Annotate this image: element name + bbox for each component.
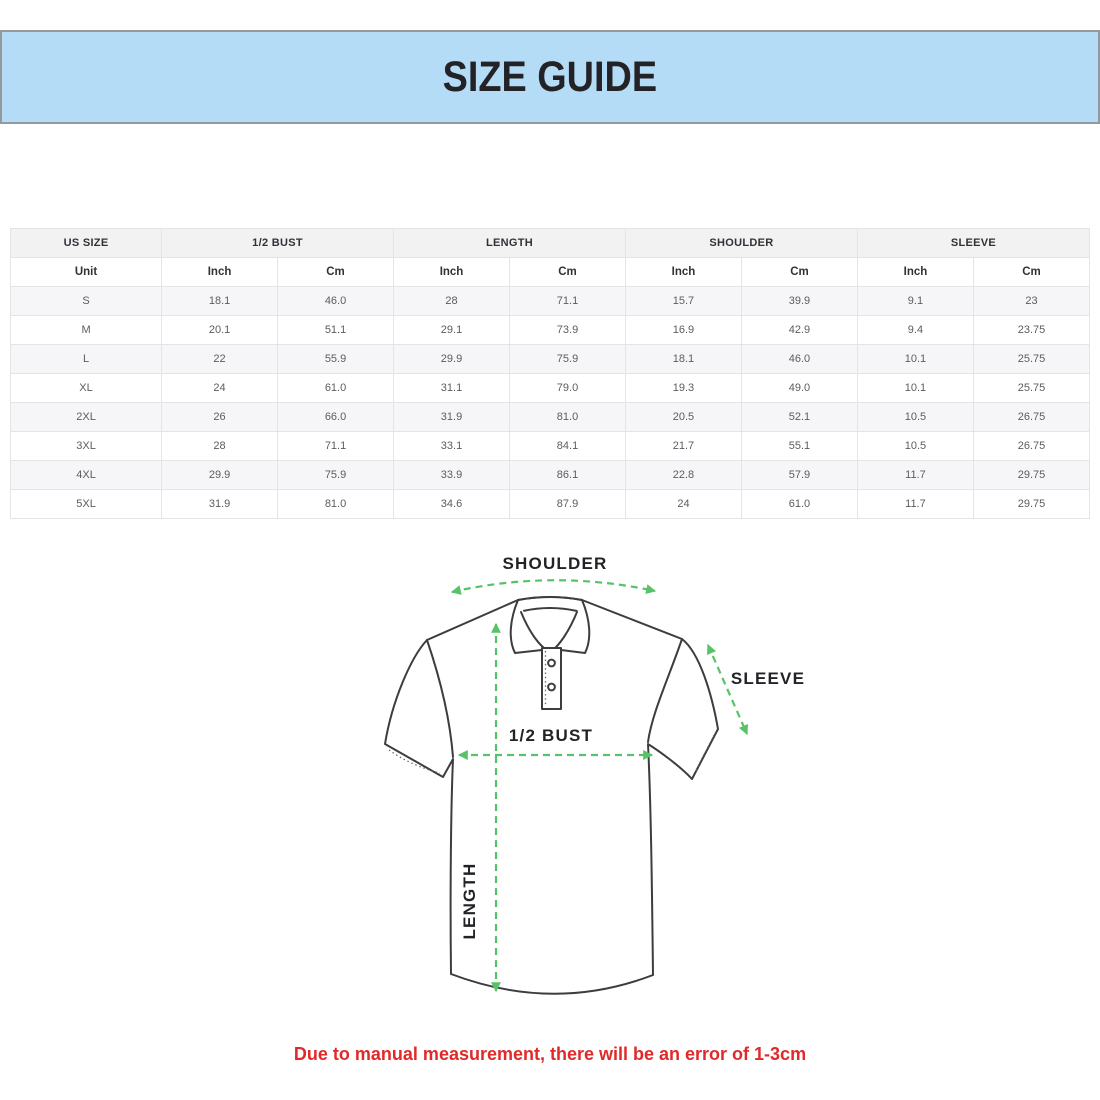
value-cell: 31.9: [162, 490, 278, 519]
value-cell: 49.0: [741, 374, 857, 403]
unit-header: Inch: [162, 258, 278, 287]
shirt-measurement-diagram: [370, 543, 810, 1035]
value-cell: 10.5: [857, 403, 973, 432]
value-cell: 20.1: [162, 316, 278, 345]
table-row: [11, 374, 1090, 403]
value-cell: 29.75: [973, 490, 1089, 519]
length-label: LENGTH: [460, 862, 479, 940]
size-cell: S: [11, 287, 162, 316]
size-cell: 3XL: [11, 432, 162, 461]
value-cell: 26.75: [973, 432, 1089, 461]
value-cell: 26: [162, 403, 278, 432]
value-cell: 10.1: [857, 374, 973, 403]
size-cell: L: [11, 345, 162, 374]
value-cell: 52.1: [741, 403, 857, 432]
shoulder-arrow: [452, 580, 655, 592]
value-cell: 34.6: [394, 490, 510, 519]
value-cell: 79.0: [510, 374, 626, 403]
value-cell: 46.0: [741, 345, 857, 374]
value-cell: 71.1: [278, 432, 394, 461]
size-table: [10, 228, 1090, 519]
value-cell: 71.1: [510, 287, 626, 316]
table-row: [11, 461, 1090, 490]
value-cell: 18.1: [625, 345, 741, 374]
value-cell: 29.75: [973, 461, 1089, 490]
value-cell: 18.1: [162, 287, 278, 316]
value-cell: 25.75: [973, 345, 1089, 374]
unit-header: Inch: [857, 258, 973, 287]
shoulder-label: SHOULDER: [502, 554, 608, 573]
unit-header: Inch: [625, 258, 741, 287]
value-cell: 22: [162, 345, 278, 374]
table-row: [11, 432, 1090, 461]
value-cell: 9.4: [857, 316, 973, 345]
value-cell: 55.9: [278, 345, 394, 374]
size-table-body: [11, 287, 1090, 519]
value-cell: 28: [162, 432, 278, 461]
size-table-container: [10, 228, 1090, 519]
value-cell: 55.1: [741, 432, 857, 461]
value-cell: 23: [973, 287, 1089, 316]
value-cell: 29.1: [394, 316, 510, 345]
value-cell: 66.0: [278, 403, 394, 432]
value-cell: 39.9: [741, 287, 857, 316]
table-row: [11, 316, 1090, 345]
unit-header: Cm: [510, 258, 626, 287]
value-cell: 24: [162, 374, 278, 403]
value-cell: 11.7: [857, 490, 973, 519]
size-cell: M: [11, 316, 162, 345]
polo-shirt-outline: [385, 597, 718, 994]
value-cell: 22.8: [625, 461, 741, 490]
table-row: [11, 490, 1090, 519]
value-cell: 75.9: [278, 461, 394, 490]
value-cell: 46.0: [278, 287, 394, 316]
unit-header: Cm: [741, 258, 857, 287]
value-cell: 87.9: [510, 490, 626, 519]
size-cell: 4XL: [11, 461, 162, 490]
value-cell: 24: [625, 490, 741, 519]
value-cell: 42.9: [741, 316, 857, 345]
column-group-header: SLEEVE: [857, 229, 1089, 258]
value-cell: 81.0: [510, 403, 626, 432]
unit-header: Inch: [394, 258, 510, 287]
value-cell: 61.0: [278, 374, 394, 403]
sleeve-label: SLEEVE: [730, 669, 806, 688]
value-cell: 33.9: [394, 461, 510, 490]
value-cell: 61.0: [741, 490, 857, 519]
value-cell: 51.1: [278, 316, 394, 345]
table-row: [11, 287, 1090, 316]
value-cell: 84.1: [510, 432, 626, 461]
size-cell: 2XL: [11, 403, 162, 432]
value-cell: 19.3: [625, 374, 741, 403]
value-cell: 28: [394, 287, 510, 316]
value-cell: 10.5: [857, 432, 973, 461]
table-row: [11, 403, 1090, 432]
size-guide-banner: [0, 30, 1100, 124]
column-group-header: 1/2 BUST: [162, 229, 394, 258]
unit-header: Cm: [278, 258, 394, 287]
value-cell: 73.9: [510, 316, 626, 345]
value-cell: 10.1: [857, 345, 973, 374]
measurement-error-note: Due to manual measurement, there will be an error of 1-3cm: [293, 1044, 807, 1064]
value-cell: 31.9: [394, 403, 510, 432]
column-group-header: US SIZE: [11, 229, 162, 258]
value-cell: 11.7: [857, 461, 973, 490]
value-cell: 25.75: [973, 374, 1089, 403]
value-cell: 57.9: [741, 461, 857, 490]
unit-header: Unit: [11, 258, 162, 287]
size-cell: XL: [11, 374, 162, 403]
value-cell: 29.9: [394, 345, 510, 374]
column-group-header: SHOULDER: [625, 229, 857, 258]
value-cell: 16.9: [625, 316, 741, 345]
column-group-header: LENGTH: [394, 229, 626, 258]
value-cell: 29.9: [162, 461, 278, 490]
bust-label: 1/2 BUST: [508, 726, 594, 745]
value-cell: 20.5: [625, 403, 741, 432]
size-table-head: [11, 229, 1090, 287]
unit-header: Cm: [973, 258, 1089, 287]
value-cell: 81.0: [278, 490, 394, 519]
size-cell: 5XL: [11, 490, 162, 519]
table-row: [11, 345, 1090, 374]
value-cell: 23.75: [973, 316, 1089, 345]
value-cell: 15.7: [625, 287, 741, 316]
page-title: SIZE GUIDE: [442, 52, 658, 101]
value-cell: 21.7: [625, 432, 741, 461]
value-cell: 75.9: [510, 345, 626, 374]
value-cell: 33.1: [394, 432, 510, 461]
value-cell: 86.1: [510, 461, 626, 490]
value-cell: 31.1: [394, 374, 510, 403]
value-cell: 26.75: [973, 403, 1089, 432]
value-cell: 9.1: [857, 287, 973, 316]
